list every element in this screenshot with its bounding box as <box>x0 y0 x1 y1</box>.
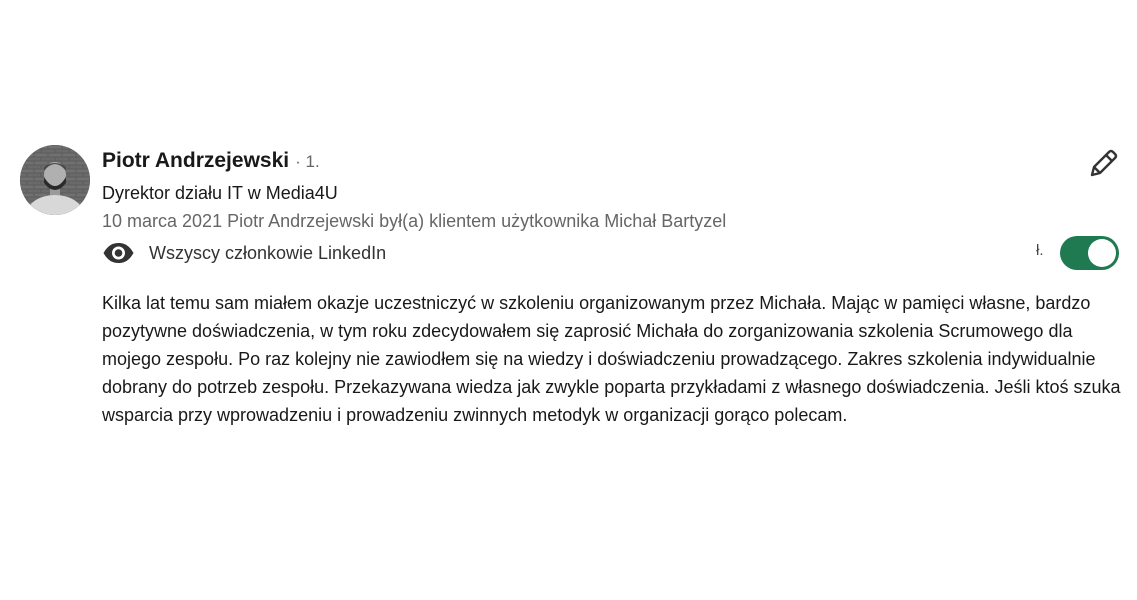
avatar-photo <box>20 145 90 215</box>
author-name[interactable]: Piotr Andrzejewski <box>102 149 290 172</box>
show-recommendation-toggle[interactable] <box>1060 236 1119 270</box>
connection-degree: · 1. <box>295 152 320 171</box>
avatar[interactable] <box>20 145 90 215</box>
visibility-setting <box>102 239 386 267</box>
pencil-icon[interactable] <box>1086 147 1120 181</box>
toggle-prefix-label: ł. <box>1036 242 1044 259</box>
eye-icon <box>102 242 135 264</box>
visibility-label: Wszyscy członkowie LinkedIn <box>149 242 387 263</box>
toggle-knob <box>1088 239 1116 267</box>
recommendation-meta: 10 marca 2021 Piotr Andrzejewski był(a) klientem użytkownika Michał Bartyzel <box>102 211 727 231</box>
author-headline: Dyrektor działu IT w Media4U <box>102 183 338 203</box>
recommendation-text: Kilka lat temu sam miałem okazje uczestniczyć w szkoleniu organizowanym przez Michała. Mając w pamięci własne, bardzo pozytywne doświadczenia, w tym roku zdecydowałem się zaprosić Michała do zorganizowania szkolenia Scrumowego dla mojego zespołu. Po raz kolejny nie zawiodłem się na wiedzy i doświadczeniu prowadzącego. Zakres szkolenia indywidualnie dobrany do potrzeb zespołu. Przekazywana wiedza jak zwykle poparta przykładami z własnego doświadczenia. Jeśli ktoś szuka wsparcia przy wprowadzeniu i prowadzeniu zwinnych metodyk w organizacji gorąco polecam. <box>102 293 1121 425</box>
author-header <box>102 149 320 177</box>
